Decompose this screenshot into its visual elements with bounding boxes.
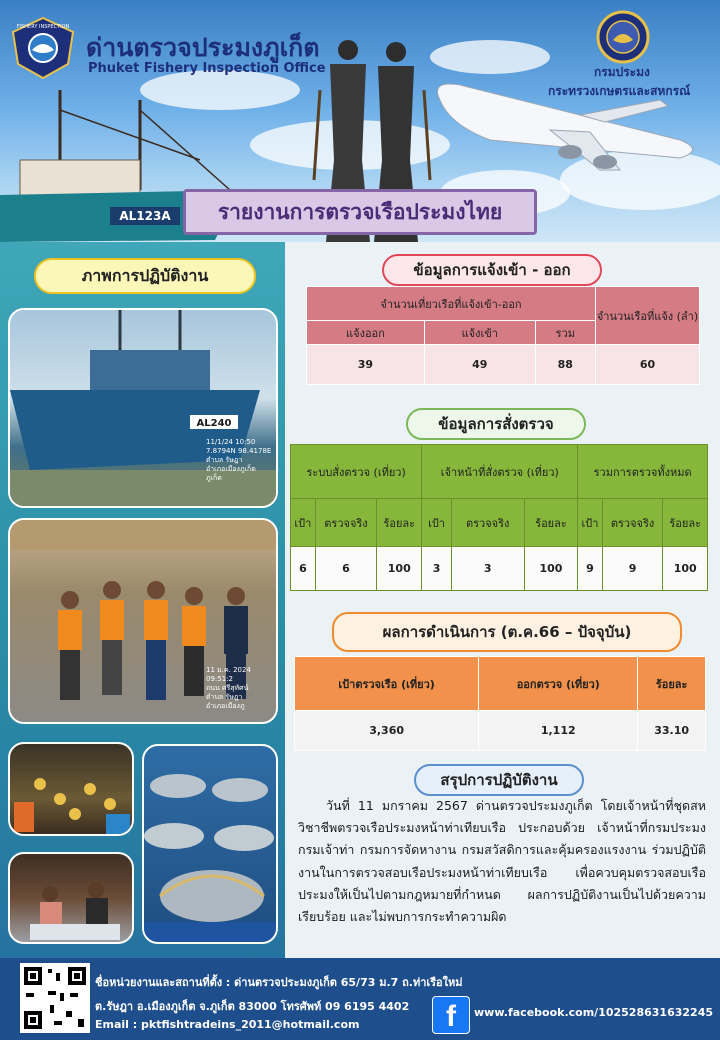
results-col-inspected: ออกตรวจ (เที่ยว) <box>479 657 638 711</box>
airplane-illustration <box>430 70 710 180</box>
photo-officers <box>8 518 278 724</box>
inspection-value: 9 <box>578 547 602 591</box>
inspection-sub-percent: ร้อยละ <box>377 499 422 547</box>
inspection-group-officer: เจ้าหน้าที่สั่งตรวจ (เที่ยว) <box>422 445 578 499</box>
photo-officers-caption: 11 ม.ค. 2024 09:51:2 ถนน ศรีสุทัศน์ ตำบล รัษฎา อำเภอเมืองภู <box>206 666 251 710</box>
ministry-name: กระทรวงเกษตรและสหกรณ์ <box>548 84 691 98</box>
inspection-sub-actual: ตรวจจริง <box>315 499 376 547</box>
notification-value-in: 49 <box>424 345 535 385</box>
inspection-value: 100 <box>663 547 708 591</box>
department-of-fisheries-seal <box>596 10 650 64</box>
notification-value-vessels: 60 <box>596 345 700 385</box>
results-table <box>294 656 706 751</box>
photo-boat-id: AL240 <box>196 418 232 429</box>
inspection-sub-percent: ร้อยละ <box>663 499 708 547</box>
photo-fish-sorting <box>8 742 134 836</box>
notification-value-total: 88 <box>535 345 595 385</box>
department-name: กรมประมง <box>594 65 650 79</box>
results-value-target: 3,360 <box>295 711 479 751</box>
inspection-group-total: รวมการตรวจทั้งหมด <box>578 445 708 499</box>
results-section-title: ผลการดำเนินการ (ต.ค.66 – ปัจจุบัน) <box>332 612 682 652</box>
notification-col-total: รวม <box>535 321 595 345</box>
footer-address-line2: ต.รัษฎา อ.เมืองภูเก็ต จ.ภูเก็ต 83000 โทรศัพท์ 09 6195 4402 <box>95 1000 410 1013</box>
notification-col-out: แจ้งออก <box>307 321 425 345</box>
qr-code[interactable] <box>20 963 90 1033</box>
inspection-sub-percent: ร้อยละ <box>524 499 578 547</box>
inspection-sub-target: เป้า <box>291 499 316 547</box>
inspection-value: 3 <box>422 547 451 591</box>
facebook-icon[interactable]: f <box>432 996 470 1034</box>
fishery-inspection-emblem <box>8 14 78 80</box>
inspection-value: 6 <box>315 547 376 591</box>
office-name-thai: ด่านตรวจประมงภูเก็ต <box>86 33 320 62</box>
facebook-link[interactable]: www.facebook.com/102528631632245 <box>474 1006 713 1019</box>
notification-col-in: แจ้งเข้า <box>424 321 535 345</box>
results-col-target: เป้าตรวจเรือ (เที่ยว) <box>295 657 479 711</box>
inspection-value: 3 <box>451 547 524 591</box>
inspection-sub-target: เป้า <box>578 499 602 547</box>
inspection-sub-actual: ตรวจจริง <box>602 499 663 547</box>
inspection-sub-target: เป้า <box>422 499 451 547</box>
inspection-value: 6 <box>291 547 316 591</box>
inspection-order-section-title: ข้อมูลการสั่งตรวจ <box>406 408 586 440</box>
inspection-sub-actual: ตรวจจริง <box>451 499 524 547</box>
inspection-value: 100 <box>524 547 578 591</box>
inspection-group-system: ระบบสั่งตรวจ (เที่ยว) <box>291 445 422 499</box>
photo-fish-buckets <box>142 744 278 944</box>
header-banner <box>0 0 720 242</box>
office-name-english: Phuket Fishery Inspection Office <box>88 61 326 76</box>
notification-section-title: ข้อมูลการแจ้งเข้า - ออก <box>382 254 602 286</box>
notification-value-out: 39 <box>307 345 425 385</box>
notification-vessels-header: จำนวนเรือที่แจ้ง (ลำ) <box>596 287 700 345</box>
summary-section-title: สรุปการปฏิบัติงาน <box>414 764 584 796</box>
photo-boat <box>8 308 278 508</box>
results-col-percent: ร้อยละ <box>638 657 706 711</box>
inspection-value: 100 <box>377 547 422 591</box>
photos-section-title: ภาพการปฏิบัติงาน <box>34 258 256 294</box>
notification-table <box>306 286 700 385</box>
boat-id-label: AL123A <box>119 209 171 223</box>
inspection-value: 9 <box>602 547 663 591</box>
notification-group-header: จำนวนเที่ยวเรือที่แจ้งเข้า-ออก <box>307 287 596 321</box>
photo-boat-caption: 11/1/24 10:50 7.8794N 98.4178E ตำบล รัษฎา อำเภอเมืองภูเก็ต ภูเก็ต <box>206 438 272 482</box>
inspection-order-table <box>290 444 708 591</box>
footer-email[interactable]: Email : pktfishtradeins_2011@hotmail.com <box>95 1018 360 1031</box>
results-value-inspected: 1,112 <box>479 711 638 751</box>
footer-address-line1: ชื่อหน่วยงานและสถานที่ตั้ง : ด่านตรวจประมงภูเก็ต 65/73 ม.7 ถ.ท่าเรือใหม่ <box>95 976 463 989</box>
photo-document-check <box>8 852 134 944</box>
results-value-percent: 33.10 <box>638 711 706 751</box>
svg-text:FISHERY INSPECTION: FISHERY INSPECTION <box>16 24 70 30</box>
report-title: รายงานการตรวจเรือประมงไทย <box>183 189 537 235</box>
summary-text: วันที่ 11 มกราคม 2567 ด่านตรวจประมงภูเก็ต โดยเจ้าหน้าที่ชุดสหวิชาชีพตรวจเรือประมงหน้าท่าเทียบเรือ ประกอบด้วย เจ้าหน้าที่กรมประมง กรมเจ้าท่า กรมการจัดหางาน กรมสวัสดิการและคุ้มครองแรงงาน ร่วมปฏิบัติงานในการตรวจสอบเรือประมงหน้าท่าเทียบเรือ เพื่อควบคุมตรวจสอบเรือประมงให้เป็นไปตามกฎหมายที่กำหนด ผลการปฏิบัติงานเป็นไปด้วยความเรียบร้อย และไม่พบการกระทำความผิด <box>298 798 706 925</box>
